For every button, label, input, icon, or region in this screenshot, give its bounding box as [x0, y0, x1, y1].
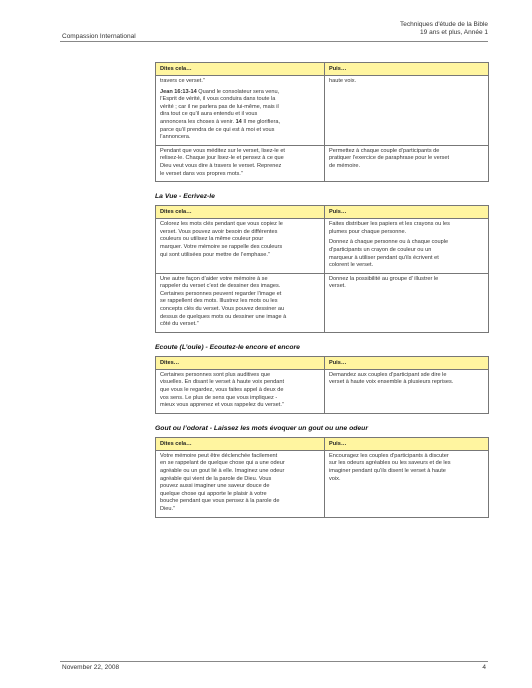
table-row: [156, 369, 489, 413]
header-title-line1: Techniques d'étude de la Bible: [400, 21, 488, 28]
col-header-then: Puis…: [325, 206, 489, 219]
cell-text: Donnez la possibilité au groupe d’ illustrer le verset.: [329, 275, 439, 290]
say-cell: [156, 273, 325, 332]
table-row: [156, 219, 489, 274]
col-header-say: Dites…: [156, 356, 325, 369]
section-title: Ecoute (L’ouïe) - Ecoutez-le encore et encore: [155, 343, 300, 351]
col-header-say: Dites cela…: [156, 63, 325, 76]
cell-text: Certaines personnes sont plus auditives que visuelles. En disant le verset à haute voix pendant que vous le regardez, vous faites appel à deux de vos sens. Le plus de sens que vous impliquez - mieux vous apprenez et vous rappelez du verset.”: [160, 371, 285, 409]
section-table: [155, 62, 489, 182]
then-cell: [325, 369, 489, 413]
header-rule: [60, 41, 488, 42]
section-la-vue: [155, 192, 488, 333]
scripture-body: Quand le consolateur sera venu, l’Esprit de vérité, il vous conduira dans toute la vérité ; car il ne parlera pas de lui-même, mais il dira tout ce qu’il aura entendu et il vous annoncera les choses à venir.: [160, 88, 280, 125]
section-title: La Vue - Ecrivez-le: [155, 193, 215, 201]
col-header-then: Puis…: [325, 356, 489, 369]
page-content: [155, 62, 488, 528]
cell-text: Demandez aux couples d’participant sde dire le verset à haute voix ensemble à plusieurs reprises.: [329, 371, 454, 386]
col-header-say: Dites cela…: [156, 437, 325, 450]
cell-text: Encouragez les couples d’participants à discuter sur les odeurs agréables ou les saveurs et de les imaginer pendant qu’ils disent le verset à haute voix.: [329, 452, 451, 482]
cell-text: travers ce verset.”: [160, 78, 205, 84]
cell-text: Pendant que vous méditez sur le verset, lisez-le et relisez-le. Chaque jour lisez-le et pensez à ce que Dieu veut vous dire à travers le verset. Reprenez le verset dans vos propres mots.”: [160, 147, 285, 177]
table-row: [156, 450, 489, 517]
col-header-say: Dites cela…: [156, 206, 325, 219]
cell-text: Votre mémoire peut être déclenchée facilement en se rappelant de quelque chose qui a une odeur agréable ou un gout lié à elle. Imaginez une odeur agréable qui vient de la parole de Dieu. Vous pouvez aussi imaginer une saveur douce de quelque chose qui apporte le plaisir à votre bouche pendant que vous pensez à la parole de Dieu.”: [160, 452, 285, 512]
table-row: [156, 76, 489, 146]
cell-text: Une autre façon d’aider votre mémoire à se rappeler du verset c’est de dessiner des images. Certaines personnes peuvent regarder l’image et se rappellent des mots. Illustrez les mots ou les concepts clés du verset. Vous pouvez dessiner au dessus de quelques mots ou dessiner une image à côté du verset.”: [160, 275, 287, 328]
header-org: Compassion International: [62, 33, 136, 40]
table-row: [156, 273, 489, 332]
section-ecoute: [155, 343, 488, 414]
cell-text: Faites distribuer les papiers et les crayons ou les plumes pour chaque personne.: [329, 221, 450, 235]
section-table: [155, 205, 489, 333]
table-header-row: [156, 437, 489, 450]
footer-rule: [60, 661, 488, 662]
then-cell: [325, 76, 489, 146]
table-header-row: [156, 63, 489, 76]
section-continuation: [155, 62, 488, 182]
header-title: [400, 21, 488, 37]
section-title: Gout ou l’odorat - Laissez les mots évoquer un gout ou une odeur: [155, 424, 368, 432]
table-row: [156, 145, 489, 181]
table-header-row: [156, 356, 489, 369]
section-table: [155, 356, 489, 414]
page-number: 4: [482, 664, 486, 671]
header-title-line2: 19 ans et plus, Année 1: [420, 29, 488, 36]
then-cell: [325, 273, 489, 332]
cell-text: Permettez à chaque couple d’participants de pratiquer l’exercice de paraphrase pour le verset de mémoire.: [329, 147, 450, 169]
table-header-row: [156, 206, 489, 219]
section-gout-odorat: [155, 424, 488, 518]
scripture-text: [160, 89, 320, 142]
cell-text: haute voix.: [329, 78, 357, 84]
say-cell: [156, 369, 325, 413]
say-cell: [156, 450, 325, 517]
verse-number: 14: [235, 118, 242, 125]
cell-text: Donnez à chaque personne ou à chaque couple d’participants un crayon de couleur ou un marqueur à utiliser pendant qu’ils écrivent et colorent le verset.: [329, 239, 449, 269]
say-cell: [156, 145, 325, 181]
then-cell: [325, 145, 489, 181]
footer-date: November 22, 2008: [62, 664, 120, 671]
then-cell: [325, 450, 489, 517]
then-cell: [325, 219, 489, 274]
scripture-reference: Jean 16:13-14: [160, 88, 197, 95]
say-cell: [156, 76, 325, 146]
say-cell: [156, 219, 325, 274]
col-header-then: Puis…: [325, 63, 489, 76]
section-table: [155, 437, 489, 518]
cell-text: Colorez les mots clés pendant que vous copiez le verset. Vous pouvez avoir besoin de différentes couleurs ou utilisez la même couleur pour marquer. Votre mémoire se rappelle des couleurs qui sont utilisées pour mettre de l’emphase.”: [160, 221, 283, 258]
scripture-body-cont: Il me glorifiera, parce qu’il prendra de ce qui est à moi et vous l’annoncera.: [160, 118, 281, 141]
col-header-then: Puis…: [325, 437, 489, 450]
